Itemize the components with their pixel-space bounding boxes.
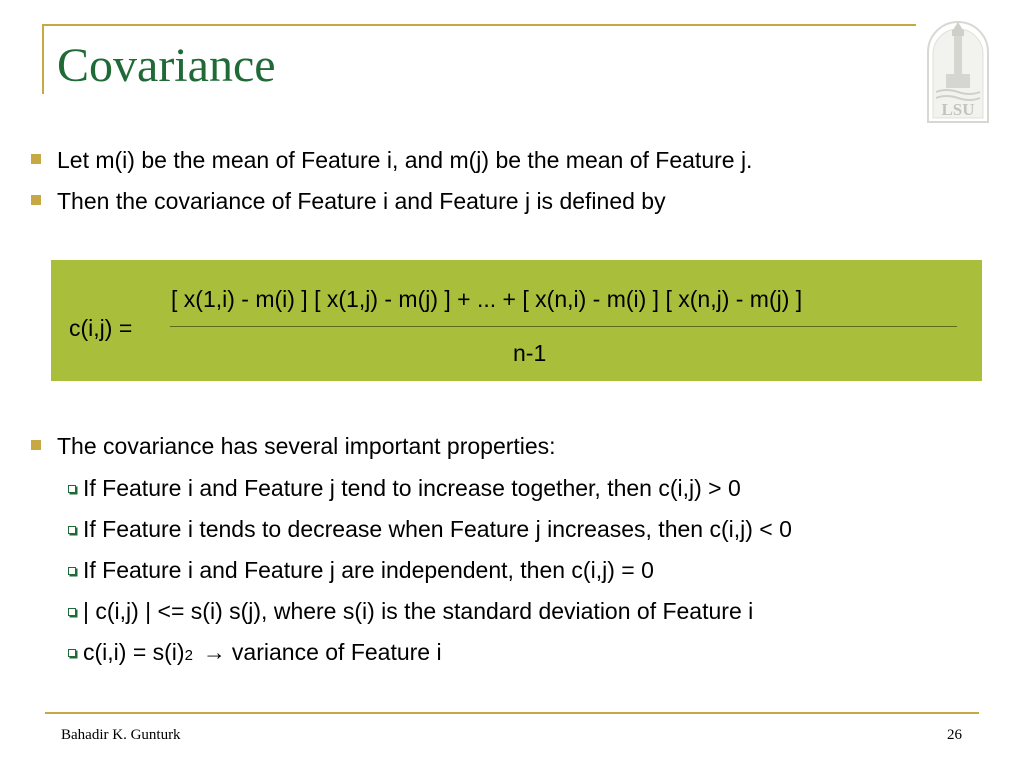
- sub-bullet-property: [68, 475, 741, 502]
- sub-bullet-text: If Feature i tends to decrease when Feature j increases, then c(i,j) < 0: [83, 516, 792, 542]
- bullet-text: Then the covariance of Feature i and Feature j is defined by: [57, 188, 666, 214]
- gold-square-bullet-icon: [31, 195, 41, 205]
- svg-text:LSU: LSU: [941, 100, 975, 119]
- formula-numerator: [ x(1,i) - m(i) ] [ x(1,j) - m(j) ] + ... + [ x(n,i) - m(i) ] [ x(n,j) - m(j) ]: [171, 286, 803, 312]
- sub-bullet-property: [68, 557, 654, 584]
- gold-square-bullet-icon: [31, 154, 41, 164]
- hollow-square-bullet-icon: [68, 649, 76, 657]
- footer-author: Bahadir K. Gunturk: [61, 727, 181, 743]
- variance-superscript: 2: [184, 647, 193, 664]
- gold-square-bullet-icon: [31, 440, 41, 450]
- title-left-rule: [42, 24, 44, 94]
- right-arrow-icon: →: [202, 639, 226, 665]
- formula-box: [51, 260, 982, 381]
- sub-bullet-property: [68, 516, 792, 543]
- bullet-text: Let m(i) be the mean of Feature i, and m(j) be the mean of Feature j.: [57, 147, 753, 173]
- sub-bullet-property: [68, 598, 753, 625]
- bullet-mean-definition: [31, 147, 752, 174]
- bullet-text: The covariance has several important properties:: [57, 433, 556, 459]
- slide-title: Covariance: [57, 39, 276, 92]
- hollow-square-bullet-icon: [68, 567, 76, 575]
- hollow-square-bullet-icon: [68, 526, 76, 534]
- variance-rhs: variance of Feature i: [231, 639, 442, 665]
- formula-lhs: c(i,j) =: [69, 315, 133, 341]
- bullet-properties-intro: [31, 433, 556, 460]
- title-top-rule: [44, 24, 916, 26]
- lsu-logo-icon: [922, 18, 994, 124]
- hollow-square-bullet-icon: [68, 485, 76, 493]
- footer-rule: [45, 712, 979, 714]
- sub-bullet-text: If Feature i and Feature j tend to increase together, then c(i,j) > 0: [83, 475, 741, 501]
- fraction-bar: [170, 326, 957, 327]
- sub-bullet-variance: [68, 639, 442, 666]
- hollow-square-bullet-icon: [68, 608, 76, 616]
- formula-denominator: n-1: [513, 340, 547, 366]
- sub-bullet-text: If Feature i and Feature j are independent, then c(i,j) = 0: [83, 557, 654, 583]
- page-number: 26: [947, 727, 962, 743]
- variance-lhs: c(i,i) = s(i): [83, 639, 185, 665]
- sub-bullet-text: | c(i,j) | <= s(i) s(j), where s(i) is the standard deviation of Feature i: [83, 598, 754, 624]
- bullet-covariance-definition: [31, 188, 666, 215]
